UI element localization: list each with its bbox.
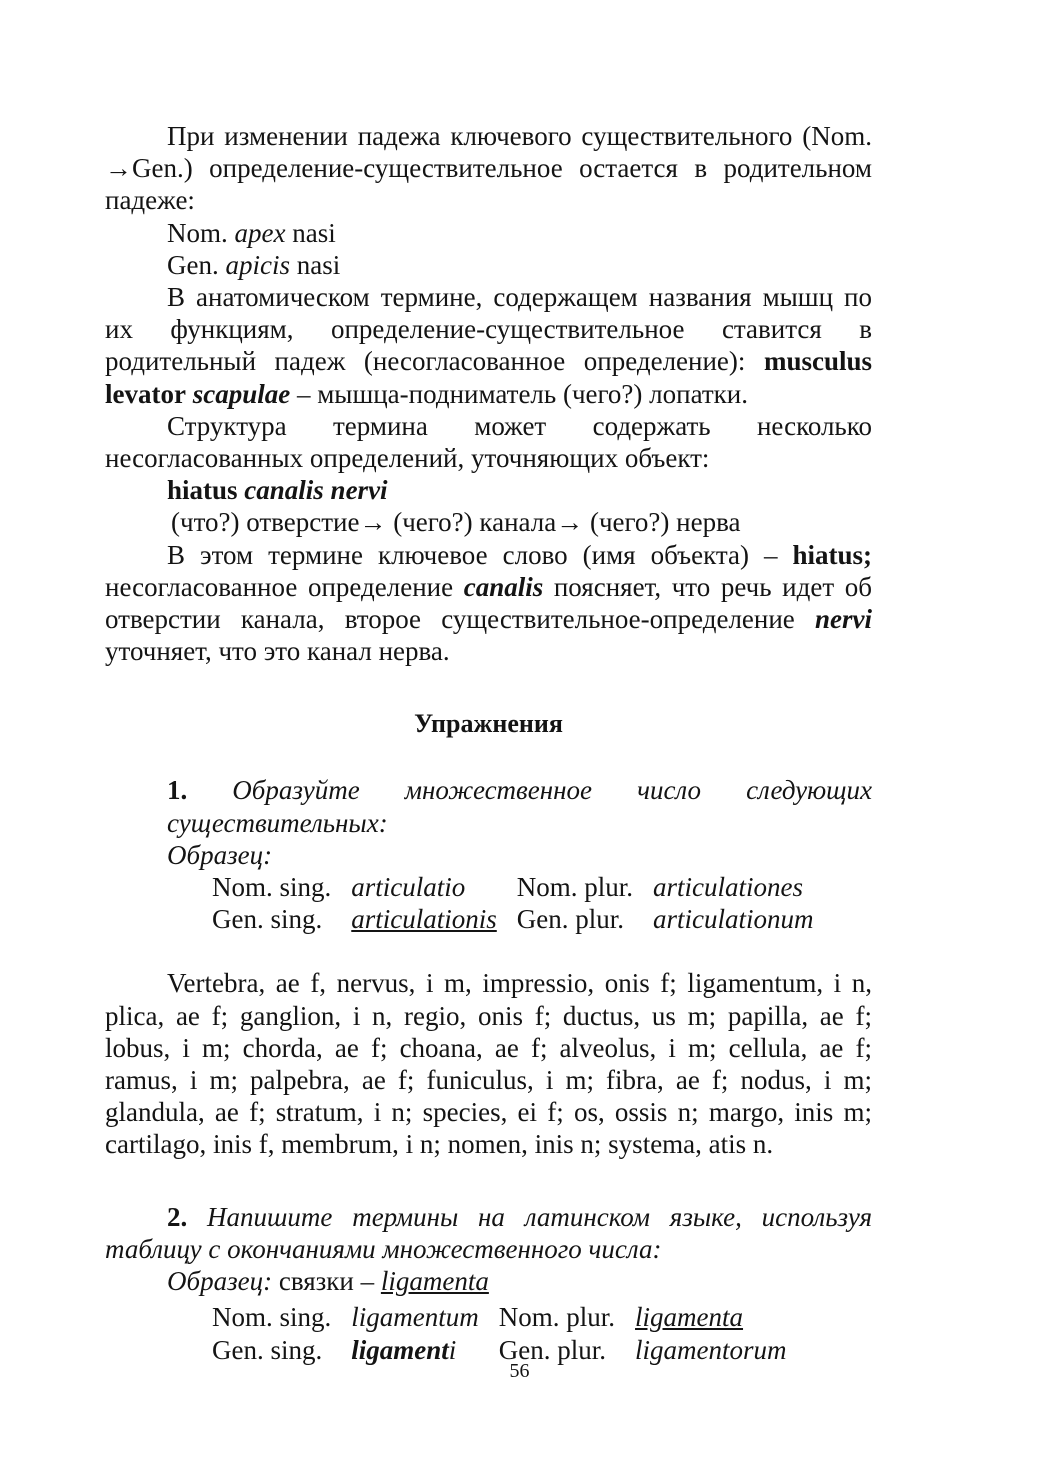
example-nom-apex xyxy=(105,217,872,249)
term-italic: apex xyxy=(234,217,286,248)
paragraph-text: В анатомическом термине, содержащем названия мышц по их функциям, определение-существительное ставится в родительный падеж (несогласованное определение): xyxy=(105,282,872,377)
example-hiatus-gloss: (что?) отверстие→ (чего?) канала→ (чего?) нерва xyxy=(171,507,741,538)
text-part: несогласованное определение xyxy=(105,571,454,602)
spacer xyxy=(105,935,872,967)
term-italic: apicis xyxy=(225,249,290,280)
task-2-instruction xyxy=(105,1201,872,1265)
task-1-sample-label: Образец: xyxy=(167,839,273,870)
task-2-sample-table xyxy=(212,1301,807,1365)
paragraph-muscles xyxy=(105,281,872,410)
table-cell: articulationes xyxy=(653,872,804,903)
term-bold-italic: canalis xyxy=(463,571,544,602)
table-cell: articulationum xyxy=(653,904,814,935)
table-cell: Nom. sing. xyxy=(212,1302,332,1333)
task-1-word-list: Vertebra, ae f, nervus, i m, impressio, onis f; ligamentum, i n, plica, ae f; ganglion, i n, regio, onis f; ductus, us m; papilla, ae f; lobus, i m; chorda, ae f; choana, ae f; alveolus, i m; cellula, ae f; ramus, i m; palpebra, ae f; funiculus, i m; fibra, ae f; nodus, i m; glandula, ae f; stratum, i n; species, ei f; os, ossis n; margo, inis m; cartilago, inis f, membrum, i n; nomen, inis n; systema, atis n. xyxy=(105,968,872,1160)
term-bold-italic: nervi xyxy=(815,604,872,635)
page-number: 56 xyxy=(509,1360,530,1382)
table-cell: articulatio xyxy=(351,872,466,903)
term-stem: ligament xyxy=(351,1334,449,1365)
paragraph-hiatus-explanation xyxy=(105,539,872,668)
table-row xyxy=(212,871,834,903)
page-body xyxy=(105,120,872,1366)
term-rest: nasi xyxy=(292,217,336,248)
task-text: Напишите термины на латинском языке, используя таблицу с окончаниями множественного числа: xyxy=(105,1201,873,1264)
sample-latin: ligamenta xyxy=(380,1266,489,1297)
case-label: Gen. xyxy=(167,249,219,280)
paragraph-case-change: При изменении падежа ключевого существительного (Nom. →Gen.) определение-существительное остается в родительном падеже: xyxy=(105,121,872,216)
table-cell: ligamentum xyxy=(351,1302,479,1333)
term-bold: hiatus; xyxy=(792,539,872,570)
text-part: В этом термине ключевое слово (имя объекта) – xyxy=(167,539,778,570)
sample-label: Образец: xyxy=(167,1266,273,1297)
text-part: уточняет, что это канал нерва. xyxy=(105,636,450,667)
task-1-instruction xyxy=(105,774,872,838)
term-ending: i xyxy=(448,1334,457,1365)
task-text: Образуйте множественное число следующих существительных: xyxy=(167,775,873,838)
table-cell: Gen. sing. xyxy=(212,904,323,935)
table-cell: Nom. sing. xyxy=(212,872,332,903)
case-label: Nom. xyxy=(167,217,228,248)
table-cell: Gen. sing. xyxy=(212,1334,323,1365)
table-cell: Nom. plur. xyxy=(516,872,634,903)
table-cell: Nom. plur. xyxy=(498,1302,616,1333)
spacer xyxy=(105,1161,872,1201)
section-heading: Упражнения xyxy=(414,709,563,739)
table-row xyxy=(212,1301,807,1333)
task-number: 2. xyxy=(167,1201,188,1232)
table-cell: ligamenta xyxy=(635,1302,744,1333)
text-part: поясняет, что речь идет об отверстии канала, второе существительное-определение xyxy=(105,571,872,635)
sample-russian: связки – xyxy=(278,1266,375,1297)
table-cell: Gen. plur. xyxy=(516,904,625,935)
paragraph-structure: Структура термина может содержать несколько несогласованных определений, уточняющих объект: xyxy=(105,410,872,474)
example-gen-apicis xyxy=(105,249,872,281)
term-bold: hiatus xyxy=(167,475,238,506)
table-cell: Gen. plur. xyxy=(498,1334,607,1365)
term-rest: nasi xyxy=(296,249,341,280)
table-cell: ligamentorum xyxy=(635,1334,787,1365)
task-2-sample xyxy=(105,1265,872,1297)
term-translation: – мышца-подниматель (чего?) лопатки. xyxy=(296,378,748,409)
term-bold-italic: scapulae xyxy=(192,378,291,409)
table-row xyxy=(212,903,834,935)
task-1-sample-table xyxy=(212,871,834,935)
example-hiatus xyxy=(105,474,872,506)
term-bold: musculus levator xyxy=(105,346,872,409)
task-number: 1. xyxy=(167,775,188,806)
term-bold-italic: canalis nervi xyxy=(244,475,388,506)
table-cell: articulationis xyxy=(351,904,497,935)
